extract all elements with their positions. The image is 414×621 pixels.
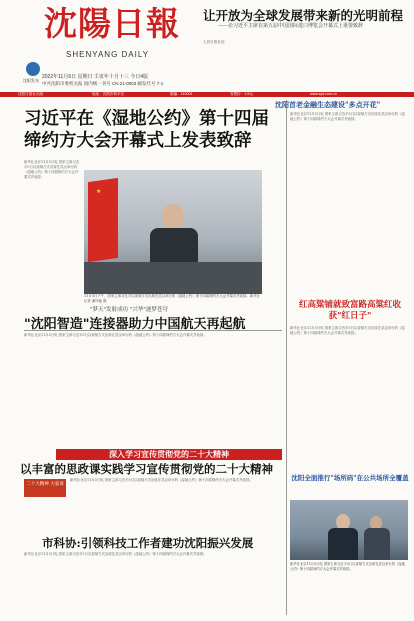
flag-shape: [88, 178, 118, 262]
sidebar-headline-1[interactable]: 沈阳首老金融生态建设"多点开花": [275, 100, 381, 109]
person-body: [150, 228, 198, 264]
second-headline[interactable]: "沈阳智造"连接器助力中国航天再起航: [24, 317, 246, 332]
info-bar-item: www.syd.com.cn: [310, 92, 337, 96]
lead-body-left: 新华社北京11月5日电 国家主席习近平5日以视频方式出席在武汉举行的《湿地公约》第十四届缔约方大会开幕式并致辞。: [24, 160, 80, 179]
top-story-body: 人民日报社论: [203, 40, 225, 44]
masthead-title: 沈陽日報: [44, 4, 180, 43]
info-bar-item: 沈阳日报社出版: [18, 92, 44, 96]
second-subhead: "梦天"发射成功 "兴华"逐梦苍穹: [90, 307, 168, 313]
info-bar-item: 地址：沈阳市和平区: [92, 92, 125, 96]
photo-figure-2-body: [364, 528, 390, 560]
top-story-headline[interactable]: 让开放为全球发展带来新的光明前程: [203, 8, 404, 23]
edition-line: 2022年11月6日 星期日 壬寅年十月十三 今日4版: [42, 74, 149, 80]
desk: [84, 262, 262, 294]
sidebar-body-2: 新华社北京11月5日电 国家主席习近平5日以视频方式出席在武汉举行的《湿地公约》第十四届缔约方大会开幕式并致辞。: [290, 326, 405, 335]
fourth-body: 新华社北京11月5日电 国家主席习近平5日以视频方式出席在武汉举行的《湿地公约》第十四届缔约方大会开幕式并致辞。: [24, 552, 207, 556]
study-body: 新华社北京11月5日电 国家主席习近平5日以视频方式出席在武汉举行的《湿地公约》第十四届缔约方大会开幕式并致辞。: [70, 478, 253, 482]
study-label: 二十大精神 大家谈: [24, 479, 66, 497]
masthead-english: SHENYANG DAILY: [66, 50, 150, 59]
info-bar: [0, 92, 414, 97]
photo-figure-body: [328, 528, 358, 560]
second-body: 新华社北京11月5日电 国家主席习近平5日以视频方式出席在武汉举行的《湿地公约》第十四届缔约方大会开幕式并致辞。: [24, 333, 207, 337]
lead-headline[interactable]: 习近平在《湿地公约》第十四届缔约方大会开幕式上发表致辞: [24, 109, 269, 151]
study-banner: 深入学习宣传贯彻党的二十大精神: [56, 449, 282, 460]
fourth-headline[interactable]: 市科协:引领科技工作者建功沈阳振兴发展: [42, 536, 254, 550]
rule-line: [24, 304, 80, 309]
publication-meta: 中共沈阳市委机关报 国内统一刊号 CN 21-0003 邮发代号 7-1: [42, 81, 164, 86]
info-bar-item: 邮编：110001: [170, 92, 193, 96]
sidebar-photo-caption: 新华社北京11月5日电 国家主席习近平5日以视频方式出席在武汉举行的《湿地公约》第十四届缔约方大会开幕式并致辞。: [290, 562, 405, 571]
logo-label: 沈阳发布: [23, 78, 39, 83]
study-headline[interactable]: 以丰富的思政课实践学习宣传贯彻党的二十大精神: [20, 462, 273, 476]
sidebar-headline-3[interactable]: 沈阳全面推行"场所码"在公共场所全覆盖: [291, 474, 409, 482]
lead-photo[interactable]: [84, 170, 262, 294]
info-bar-item: 零售价：1.5元: [230, 92, 253, 96]
star-icon: ★: [96, 188, 102, 195]
column-divider: [286, 100, 287, 615]
person-head: [162, 204, 184, 230]
sidebar-headline-2[interactable]: 红高粱铺就致富路高粱红收获"红日子": [298, 300, 401, 321]
app-logo-icon[interactable]: [26, 62, 40, 76]
top-story-subtitle: ——论习近平主席在第五届中国国际进口博览会开幕式上重要致辞: [218, 23, 364, 29]
divider: [24, 330, 282, 331]
sidebar-body-1: 新华社北京11月5日电 国家主席习近平5日以视频方式出席在武汉举行的《湿地公约》第十四届缔约方大会开幕式并致辞。: [290, 112, 405, 121]
lead-photo-caption: 11月5日下午，国家主席习近平以视频方式出席在武汉举行的《湿地公约》第十四届缔约方大会开幕式并致辞。新华社记者 谢环驰 摄: [84, 294, 260, 303]
sidebar-photo[interactable]: [290, 500, 408, 560]
